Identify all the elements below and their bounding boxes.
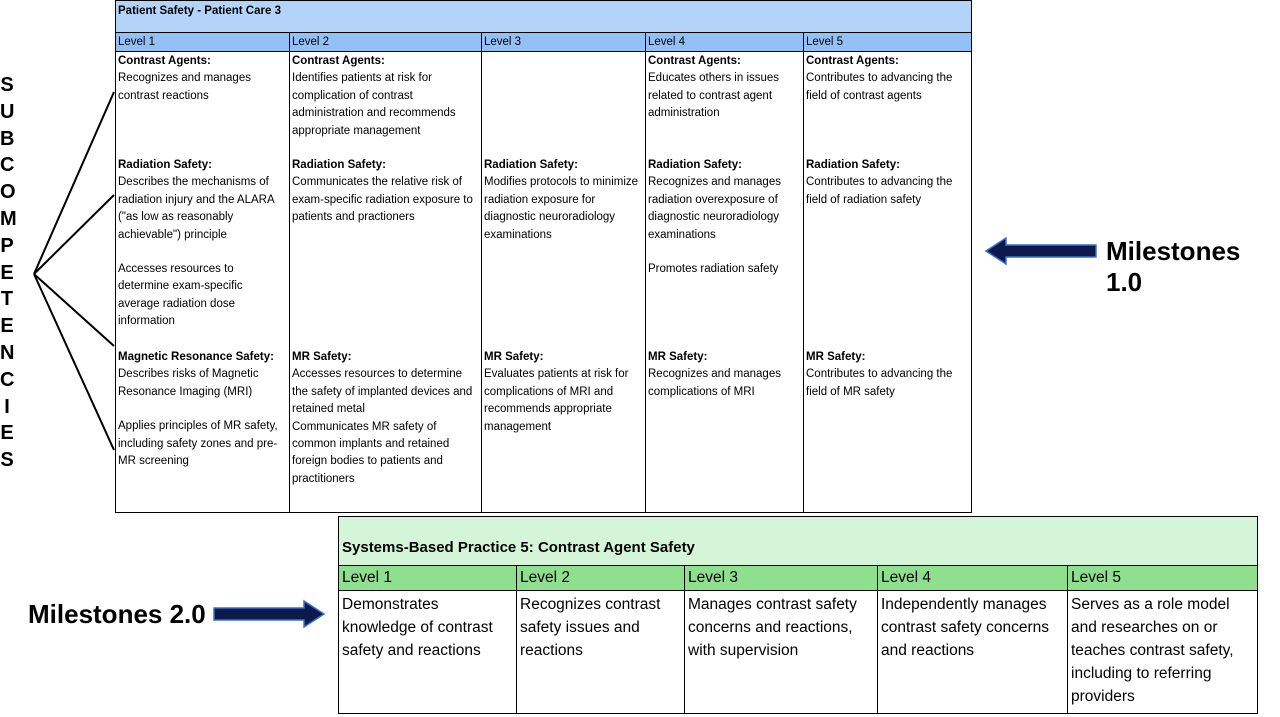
level-header: Level 2 (517, 566, 685, 591)
mr-text: Accesses resources to determine the safety of implanted devices and retained metal (292, 368, 473, 416)
milestones-1-table (115, 0, 972, 513)
vertical-letter: E (0, 315, 14, 338)
contrast-heading: Contrast Agents: (806, 55, 899, 67)
level-5-description: Serves as a role model and researches on or teaches contrast safety, including to referring providers (1068, 591, 1258, 714)
contrast-text: Recognizes and manages contrast reactions (118, 72, 251, 102)
vertical-letter: P (0, 234, 14, 257)
mr-heading: Magnetic Resonance Safety: (118, 351, 274, 363)
radiation-heading: Radiation Safety: (292, 159, 386, 171)
fan-line-mr (34, 274, 114, 346)
arrow-left-icon (986, 238, 1096, 264)
level-header: Level 1 (116, 33, 290, 52)
mr-text: Evaluates patients at risk for complications of MRI and recommends appropriate management (484, 368, 629, 433)
level-header: Level 4 (878, 566, 1068, 591)
level-1-description: Demonstrates knowledge of contrast safety and reactions (339, 591, 517, 714)
vertical-letter: M (0, 207, 17, 230)
radiation-text-2: Accesses resources to determine exam-specific average radiation dose information (118, 263, 243, 328)
mr-heading: MR Safety: (648, 351, 708, 363)
level-header: Level 4 (646, 33, 804, 52)
vertical-letter: C (0, 368, 15, 391)
level-4-description: Independently manages contrast safety concerns and reactions (878, 591, 1068, 714)
fan-line-contrast (34, 92, 114, 274)
level-3-description: Manages contrast safety concerns and reactions, with supervision (685, 591, 878, 714)
contrast-heading: Contrast Agents: (118, 55, 211, 67)
mr-heading: MR Safety: (292, 351, 352, 363)
contrast-text: Educates others in issues related to contrast agent administration (648, 72, 780, 120)
level-2-cell (290, 52, 482, 513)
radiation-text: Contributes to advancing the field of radiation safety (806, 176, 953, 206)
mr-heading: MR Safety: (806, 351, 866, 363)
radiation-heading: Radiation Safety: (118, 159, 212, 171)
vertical-letter: C (0, 154, 15, 177)
milestones-2-title: Systems-Based Practice 5: Contrast Agent Safety (339, 517, 1258, 566)
vertical-letter: T (0, 288, 14, 311)
level-4-cell (646, 52, 804, 513)
milestones-2-label: Milestones 2.0 (28, 599, 206, 629)
mr-heading: MR Safety: (484, 351, 544, 363)
level-1-cell (116, 52, 290, 513)
mr-text: Contributes to advancing the field of MR safety (806, 368, 953, 398)
level-3-cell (482, 52, 646, 513)
milestones-2-table (338, 516, 1258, 714)
mr-text-2: Communicates MR safety of common implants and retained foreign bodies to patients and practitioners (292, 420, 450, 485)
level-2-description: Recognizes contrast safety issues and reactions (517, 591, 685, 714)
contrast-text: Identifies patients at risk for complication of contrast administration and recommends appropriate management (292, 72, 456, 137)
radiation-text-2: Promotes radiation safety (648, 263, 779, 276)
fan-line-radiation (34, 195, 114, 274)
radiation-text: Modifies protocols to minimize radiation exposure for diagnostic neuroradiology examinations (484, 176, 639, 241)
fan-line-mr-2 (34, 274, 114, 450)
vertical-letter: E (0, 422, 14, 445)
radiation-text: Recognizes and manages radiation overexposure of diagnostic neuroradiology examinations (648, 176, 781, 241)
mr-text-2: Applies principles of MR safety, including safety zones and pre-MR screening (118, 420, 278, 468)
level-header: Level 1 (339, 566, 517, 591)
mr-text: Describes risks of Magnetic Resonance Imaging (MRI) (118, 368, 259, 398)
level-header: Level 5 (804, 33, 972, 52)
level-header: Level 2 (290, 33, 482, 52)
contrast-text: Contributes to advancing the field of contrast agents (806, 72, 953, 102)
vertical-letter: N (0, 341, 15, 364)
vertical-letter: U (0, 100, 15, 123)
vertical-letter: I (4, 395, 10, 418)
milestones-1-title: Patient Safety - Patient Care 3 (116, 1, 972, 33)
level-header: Level 3 (482, 33, 646, 52)
level-5-cell (804, 52, 972, 513)
level-header: Level 3 (685, 566, 878, 591)
level-header: Level 5 (1068, 566, 1258, 591)
vertical-letter: O (0, 181, 16, 204)
vertical-letter: E (0, 261, 14, 284)
milestones-1-label: Milestones 1.0 (1106, 236, 1241, 297)
radiation-text: Describes the mechanisms of radiation injury and the ALARA ("as low as reasonably achievable") principle (118, 176, 274, 241)
radiation-heading: Radiation Safety: (648, 159, 742, 171)
mr-text: Recognizes and manages complications of MRI (648, 368, 781, 398)
arrow-right-icon (214, 601, 324, 627)
contrast-heading: Contrast Agents: (292, 55, 385, 67)
radiation-text: Communicates the relative risk of exam-specific radiation exposure to patients and practioners (292, 176, 473, 224)
fan-lines (34, 92, 114, 450)
contrast-heading: Contrast Agents: (648, 55, 741, 67)
vertical-letter: S (0, 449, 14, 472)
radiation-heading: Radiation Safety: (806, 159, 900, 171)
vertical-letter: B (0, 127, 15, 150)
radiation-heading: Radiation Safety: (484, 159, 578, 171)
vertical-letter: S (0, 74, 14, 96)
